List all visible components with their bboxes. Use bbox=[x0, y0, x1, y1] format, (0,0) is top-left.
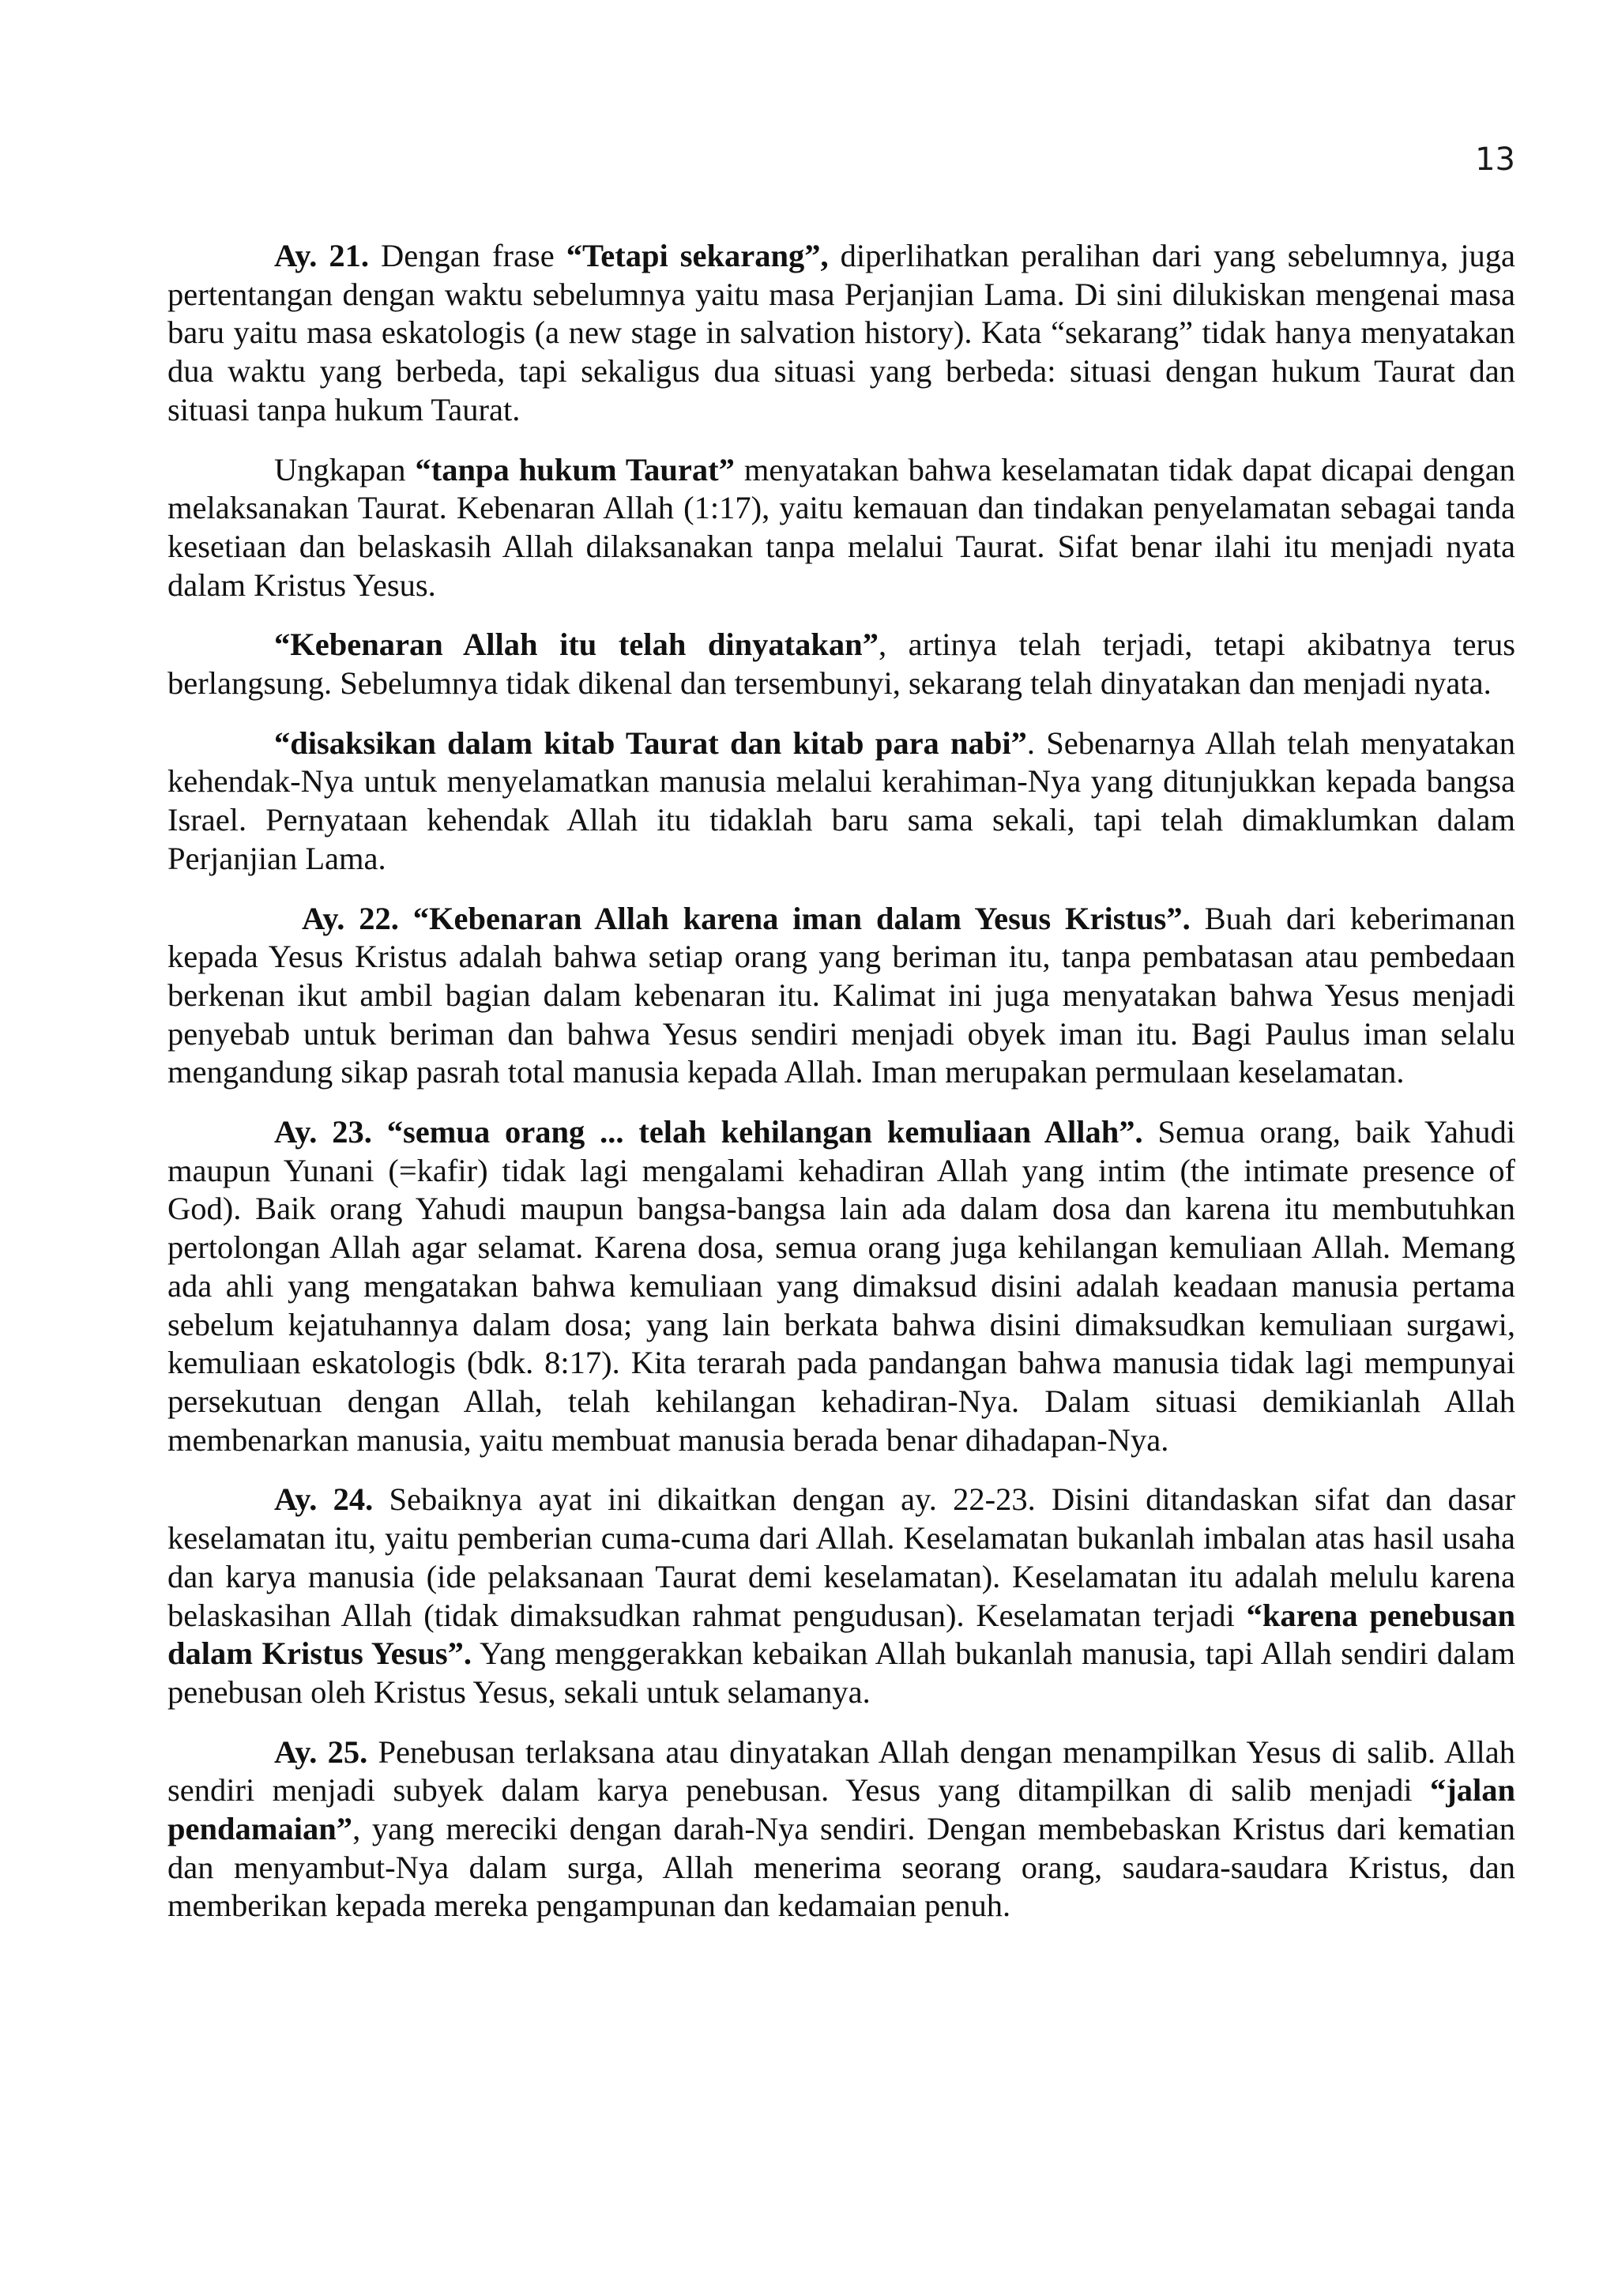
bold-text: Ay. 25. bbox=[274, 1733, 368, 1770]
bold-text: “Kebenaran Allah itu telah dinyatakan” bbox=[274, 627, 879, 663]
text-run: menyatakan bahwa keselamatan tidak dapat dicapai dengan melaksanakan Taurat. Kebenaran Allah (1:17), yaitu kemauan dan tindakan penyelamatan sebagai tanda kesetiaan dan belaskasih Allah dilaksanakan tanpa melalui Taurat. Sifat benar ilahi itu menjadi nyata dalam Kristus Yesus. bbox=[167, 451, 1516, 603]
document-body bbox=[167, 237, 1515, 1925]
bold-text: “jalan pendamaian” bbox=[167, 1772, 1515, 1847]
text-run: Sebaiknya ayat ini dikaitkan dengan ay. 22-23. Disini ditandaskan sifat dan dasar keselamatan itu, yaitu pemberian cuma-cuma dari Allah. Keselamatan bukanlah imbalan atas hasil usaha dan karya manusia (ide pelaksanaan Taurat demi keselamatan). Keselamatan itu adalah melulu karena belaskasihan Allah (tidak dimaksudkan rahmat pengudusan). Keselamatan terjadi bbox=[167, 1481, 1515, 1633]
text-run: Ungkapan bbox=[274, 451, 416, 487]
paragraph bbox=[167, 1733, 1515, 1926]
text-run: . Sebenarnya Allah telah menyatakan kehendak-Nya untuk menyelamatkan manusia melalui kerahiman-Nya yang ditunjukkan kepada bangsa Israel. Pernyataan kehendak Allah itu tidaklah baru sama sekali, tapi telah dimaklumkan dalam Perjanjian Lama. bbox=[167, 725, 1515, 876]
paragraph bbox=[167, 451, 1515, 605]
text-run: Semua orang, baik Yahudi maupun Yunani (=kafir) tidak lagi mengalami kehadiran Allah yang intim (the intimate presence of God). Baik orang Yahudi maupun bangsa-bangsa lain ada dalam dosa dan karena itu membutuhkan pertolongan Allah agar selamat. Karena dosa, semua orang juga kehilangan kemuliaan Allah. Memang ada ahli yang mengatakan bahwa kemuliaan yang dimaksud disini adalah keadaan manusia pertama sebelum kejatuhannya dalam dosa; yang lain berkata bahwa disini dimaksudkan kemuliaan surgawi, kemuliaan eskatologis (bdk. 8:17). Kita terarah pada pandangan bahwa manusia tidak lagi mempunyai persekutuan dengan Allah, telah kehilangan kehadiran-Nya. Dalam situasi demikianlah Allah membenarkan manusia, yaitu membuat manusia berada benar dihadapan-Nya. bbox=[167, 1114, 1515, 1458]
bold-text: Ay. 24. bbox=[274, 1481, 374, 1518]
paragraph bbox=[167, 1113, 1515, 1459]
text-run: diperlihatkan peralihan dari yang sebelumnya, juga pertentangan dengan waktu sebelumnya yaitu masa Perjanjian Lama. Di sini dilukiskan mengenai masa baru yaitu masa eskatologis (a new stage in salvation history). Kata “sekarang” tidak hanya menyatakan dua waktu yang berbeda, tapi sekaligus dua situasi yang berbeda: situasi dengan hukum Taurat dan situasi tanpa hukum Taurat. bbox=[167, 238, 1515, 427]
bold-text: “Tetapi sekarang”, bbox=[566, 238, 829, 273]
text-run: Dengan frase bbox=[369, 238, 566, 273]
paragraph bbox=[167, 237, 1515, 430]
bold-text: “karena penebusan dalam Kristus Yesus”. bbox=[167, 1597, 1515, 1672]
bold-text: “tanpa hukum Taurat” bbox=[415, 451, 735, 487]
page-number: 13 bbox=[1475, 141, 1515, 178]
bold-text: Ay. 22. “Kebenaran Allah karena iman dalam Yesus Kristus”. bbox=[302, 900, 1191, 936]
bold-text: “disaksikan dalam kitab Taurat dan kitab para nabi” bbox=[274, 725, 1027, 761]
bold-text: Ay. 21. bbox=[274, 238, 370, 273]
text-run: Yang menggerakkan kebaikan Allah bukanlah manusia, tapi Allah sendiri dalam penebusan oleh Kristus Yesus, sekali untuk selamanya. bbox=[167, 1635, 1515, 1710]
text-run: , artinya telah terjadi, tetapi akibatnya terus berlangsung. Sebelumnya tidak dikenal dan tersembunyi, sekarang telah dinyatakan dan menjadi nyata. bbox=[167, 627, 1515, 702]
text-run: , yang mereciki dengan darah-Nya sendiri. Dengan membebaskan Kristus dari kematian dan menyambut-Nya dalam surga, Allah menerima seorang orang, saudara-saudara Kristus, dan memberikan kepada mereka pengampunan dan kedamaian penuh. bbox=[167, 1811, 1515, 1924]
paragraph bbox=[167, 725, 1515, 879]
paragraph bbox=[167, 626, 1515, 702]
paragraph bbox=[167, 900, 1515, 1093]
paragraph bbox=[167, 1481, 1515, 1711]
bold-text: Ay. 23. “semua orang ... telah kehilangan kemuliaan Allah”. bbox=[274, 1114, 1143, 1150]
text-run: Penebusan terlaksana atau dinyatakan Allah dengan menampilkan Yesus di salib. Allah sendiri menjadi subyek dalam karya penebusan. Yesus yang ditampilkan di salib menjadi bbox=[167, 1733, 1515, 1809]
text-run: Buah dari keberimanan kepada Yesus Kristus adalah bahwa setiap orang yang beriman itu, tanpa pembatasan atau pembedaan berkenan ikut ambil bagian dalam kebenaran itu. Kalimat ini juga menyatakan bahwa Yesus menjadi penyebab untuk beriman dan bahwa Yesus sendiri menjadi obyek iman itu. Bagi Paulus iman selalu mengandung sikap pasrah total manusia kepada Allah. Iman merupakan permulaan keselamatan. bbox=[167, 900, 1515, 1090]
